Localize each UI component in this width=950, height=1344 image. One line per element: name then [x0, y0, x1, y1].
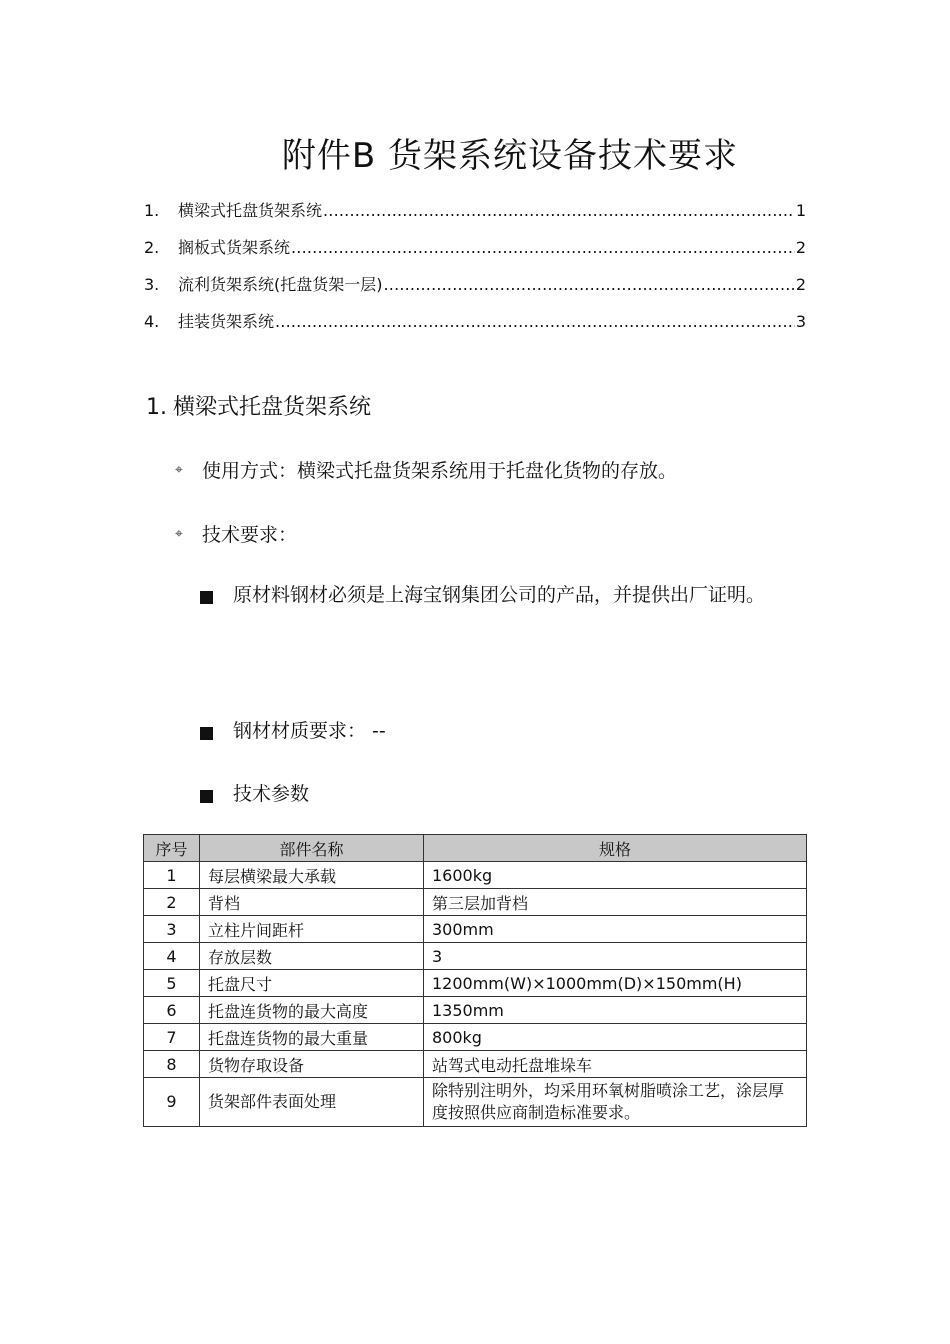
- row-index: 8: [144, 1051, 200, 1078]
- table-header-row: [144, 835, 807, 862]
- section-title: 横梁式托盘货架系统: [173, 395, 372, 420]
- table-row: [144, 943, 807, 970]
- tech-params-text: 技术参数: [233, 783, 310, 805]
- toc-page-number: 1: [795, 201, 806, 220]
- part-name: 托盘尺寸: [200, 970, 424, 997]
- part-name: 存放层数: [200, 943, 424, 970]
- table-row: [144, 1024, 807, 1051]
- section-heading: [146, 390, 371, 421]
- section-number: 1.: [146, 395, 167, 420]
- header-cell: 序号: [144, 835, 200, 862]
- header-cell: 部件名称: [200, 835, 424, 862]
- table-row: [144, 970, 807, 997]
- crosshair-bullet-icon: ⌖: [175, 525, 183, 542]
- document-title: 附件B 货架系统设备技术要求: [281, 136, 739, 176]
- toc-title: 挂装货架系统: [178, 312, 275, 331]
- row-index: 6: [144, 997, 200, 1024]
- tech-params-item: [200, 784, 808, 833]
- toc-page-number: 2: [795, 275, 806, 294]
- table-row: [144, 889, 807, 916]
- toc-number: 3.: [144, 275, 160, 294]
- row-index: 9: [144, 1078, 200, 1127]
- table-row: [144, 916, 807, 943]
- part-name: 货架部件表面处理: [200, 1078, 424, 1127]
- tech-requirements-label: 技术要求：: [202, 524, 298, 546]
- specification: 除特别注明外，均采用环氧树脂喷涂工艺，涂层厚度按照供应商制造标准要求。: [424, 1078, 807, 1127]
- part-name: 托盘连货物的最大重量: [200, 1024, 424, 1051]
- toc-title: 流利货架系统(托盘货架一层): [178, 275, 383, 294]
- toc-entry[interactable]: [144, 309, 806, 346]
- specification: 800kg: [424, 1024, 807, 1051]
- material-requirement-item: [200, 585, 808, 634]
- specification: 1600kg: [424, 862, 807, 889]
- toc-title: 搁板式货架系统: [178, 238, 291, 257]
- part-name: 每层横梁最大承载: [200, 862, 424, 889]
- toc-number: 2.: [144, 238, 160, 257]
- table-row: [144, 1078, 807, 1127]
- square-bullet-icon: [200, 790, 213, 803]
- spec-table: [143, 834, 807, 1127]
- specification: 1350mm: [424, 997, 807, 1024]
- table-row: [144, 997, 807, 1024]
- specification: 300mm: [424, 916, 807, 943]
- toc-number: 4.: [144, 312, 160, 331]
- row-index: 1: [144, 862, 200, 889]
- toc-number: 1.: [144, 201, 160, 220]
- table-row: [144, 1051, 807, 1078]
- specification: 站驾式电动托盘堆垛车: [424, 1051, 807, 1078]
- toc-leader-dots: [275, 312, 795, 331]
- square-bullet-icon: [200, 591, 213, 604]
- toc-entry[interactable]: [144, 272, 806, 309]
- toc-page-number: 3: [795, 312, 806, 331]
- toc-leader-dots: [323, 201, 795, 220]
- specification: 1200mm(W)×1000mm(D)×150mm(H): [424, 970, 807, 997]
- table-of-contents: [144, 198, 806, 346]
- crosshair-bullet-icon: ⌖: [175, 461, 183, 478]
- part-name: 背档: [200, 889, 424, 916]
- specification: 3: [424, 943, 807, 970]
- toc-leader-dots: [291, 238, 795, 257]
- part-name: 托盘连货物的最大高度: [200, 997, 424, 1024]
- table-row: [144, 862, 807, 889]
- toc-entry[interactable]: [144, 235, 806, 272]
- material-requirement-text: 原材料钢材必须是上海宝钢集团公司的产品，并提供出厂证明。: [233, 584, 766, 606]
- part-name: 立柱片间距杆: [200, 916, 424, 943]
- row-index: 3: [144, 916, 200, 943]
- toc-page-number: 2: [795, 238, 806, 257]
- toc-title: 横梁式托盘货架系统: [178, 201, 323, 220]
- usage-bullet: [172, 456, 677, 483]
- toc-entry[interactable]: [144, 198, 806, 235]
- steel-quality-text: 钢材材质要求： --: [233, 720, 386, 742]
- row-index: 5: [144, 970, 200, 997]
- row-index: 4: [144, 943, 200, 970]
- row-index: 2: [144, 889, 200, 916]
- tech-requirements-bullet: [172, 520, 297, 547]
- header-cell: 规格: [424, 835, 807, 862]
- toc-leader-dots: [384, 275, 795, 294]
- row-index: 7: [144, 1024, 200, 1051]
- usage-text: 使用方式：横梁式托盘货架系统用于托盘化货物的存放。: [202, 460, 678, 482]
- part-name: 货物存取设备: [200, 1051, 424, 1078]
- square-bullet-icon: [200, 727, 213, 740]
- specification: 第三层加背档: [424, 889, 807, 916]
